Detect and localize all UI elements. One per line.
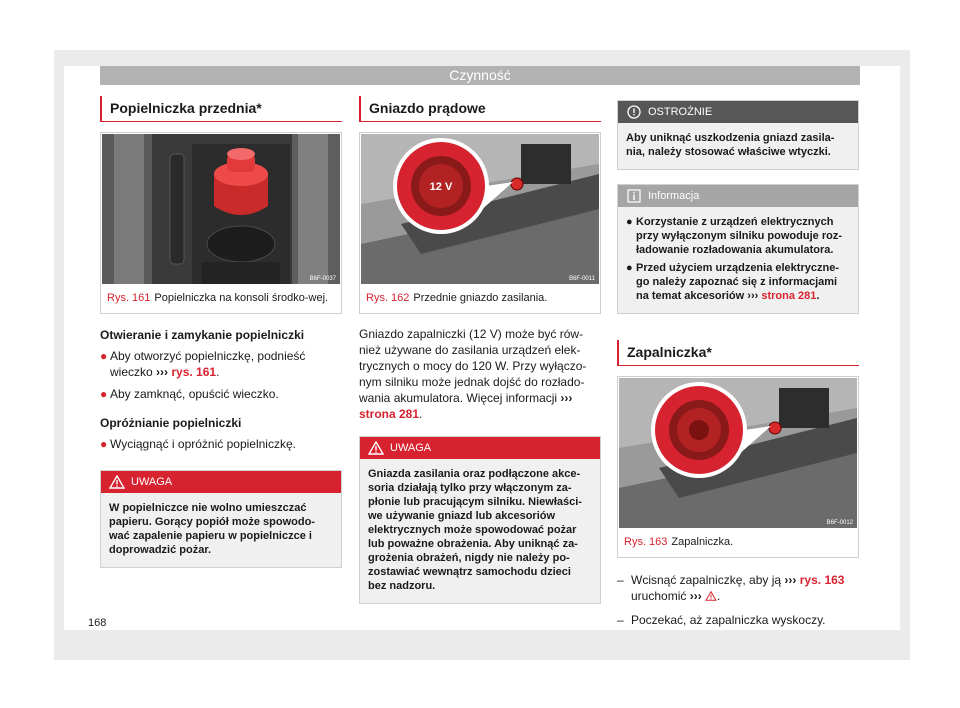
figure-161 — [100, 132, 342, 314]
figure-code: B6F-0011 — [569, 276, 595, 282]
list-item — [626, 215, 850, 257]
bullet-icon: ● — [626, 262, 633, 274]
subheading-emptying: Opróżnianie popielniczki — [100, 416, 242, 430]
dash-marker: – — [617, 613, 624, 627]
bullet-icon: ● — [100, 349, 108, 363]
list-item — [617, 572, 859, 604]
bullet-icon: ● — [100, 437, 108, 451]
warning-text: W popielniczce nie wolno umieszczać papieru. Gorący popiół może spowodo-wać zapalenie papieru w popielniczce i doprowadzić pożar. — [101, 493, 341, 567]
dash-marker: – — [617, 573, 624, 587]
arrow-icon: ››› — [689, 589, 702, 603]
step-text: Poczekać, aż zapalniczka wyskoczy. — [631, 613, 826, 627]
punctuation: . — [816, 290, 820, 302]
column-power-socket — [359, 96, 601, 604]
section-title-ashtray: Popielniczka przednia* — [100, 96, 342, 122]
list-item — [617, 612, 859, 628]
chapter-header: Czynność — [100, 66, 860, 85]
subheading-open-close: Otwieranie i zamykanie popielniczki — [100, 328, 305, 342]
figure-caption — [360, 285, 600, 313]
column-ashtray — [100, 96, 342, 568]
punctuation: . — [717, 589, 721, 603]
info-text: Przed użyciem urządzenia elektryczne-go należy zapoznać się z informacjami na temat akcesoriów — [636, 262, 839, 302]
figure-caption-text: Przednie gniazdo zasilania. — [413, 292, 548, 304]
info-body — [618, 207, 858, 313]
caution-title: OSTROŻNIE — [648, 106, 713, 118]
warning-text: Gniazda zasilania oraz podłączone akce-soria działają tylko przy włączonym za-płonie lub pracującym silniku. Niewłaści-we używanie gniazd lub akcesoriów elektrycznych może spowodować pożar lub poważne obrażenia. Aby uniknąć za-grożenia obrażeń, nigdy nie należy po-zostawiać wewnątrz samochodu dzieci bez nadzoru. — [360, 459, 600, 603]
figure-label: Rys. 163 — [624, 536, 668, 548]
info-box — [617, 184, 859, 314]
info-text: Korzystanie z urządzeń elektrycznych przy wyłączonym silniku powoduje roz-ładowanie rozładowania akumulatora. — [636, 216, 842, 256]
info-header — [618, 185, 858, 207]
section-title-lighter: Zapalniczka* — [617, 340, 859, 366]
list-item — [100, 386, 342, 402]
exclamation-circle-icon — [626, 105, 642, 119]
bullet-text: Wyciągnąć i opróżnić popielniczkę. — [110, 437, 296, 451]
page-number: 168 — [88, 617, 107, 629]
arrow-icon: ››› — [784, 573, 797, 587]
figure-link[interactable]: rys. 163 — [799, 573, 845, 587]
list-item — [626, 261, 850, 303]
bullet-text: Aby zamknąć, opuścić wieczko. — [110, 387, 279, 401]
socket-label: 12 V — [429, 181, 453, 193]
figure-link[interactable]: rys. 161 — [171, 365, 217, 379]
figure-code: B6F-0012 — [826, 520, 853, 526]
warning-title: UWAGA — [390, 442, 432, 454]
figure-caption — [618, 529, 858, 557]
section-title-socket: Gniazdo prądowe — [359, 96, 601, 122]
bullet-icon: ● — [100, 387, 108, 401]
punctuation: . — [419, 407, 423, 421]
figure-caption-text: Zapalniczka. — [671, 536, 734, 548]
info-title: Informacja — [648, 190, 700, 202]
warning-header — [101, 471, 341, 493]
warning-triangle-icon — [368, 441, 384, 455]
figure-label: Rys. 162 — [366, 292, 410, 304]
paragraph — [359, 326, 601, 422]
bullet-icon: ● — [626, 216, 633, 228]
page-link[interactable]: strona 281 — [761, 290, 817, 302]
punctuation: . — [216, 365, 220, 379]
arrow-icon: ››› — [747, 290, 759, 302]
warning-box — [100, 470, 342, 568]
figure-label: Rys. 161 — [107, 292, 151, 304]
warning-triangle-icon[interactable] — [705, 591, 717, 601]
list-item — [100, 436, 342, 452]
step-text: Wcisnąć zapalniczkę, aby ją — [631, 573, 782, 587]
bullet-text: Aby otworzyć popielniczkę, podnieść wieczko — [110, 349, 306, 379]
warning-title: UWAGA — [131, 476, 173, 488]
info-icon — [626, 189, 642, 203]
list-item — [100, 348, 342, 380]
warning-triangle-icon — [109, 475, 125, 489]
arrow-icon: ››› — [560, 391, 573, 405]
page-link[interactable]: strona 281 — [359, 407, 420, 421]
caution-box — [617, 100, 859, 170]
figure-caption-text: Popielniczka na konsoli środko-wej. — [154, 292, 329, 304]
caution-header — [618, 101, 858, 123]
step-text: uruchomić — [631, 589, 687, 603]
figure-caption — [101, 285, 341, 313]
socket-photo — [361, 134, 599, 284]
caution-text: Aby uniknąć uszkodzenia gniazd zasila-nia, należy stosować właściwe wtyczki. — [618, 123, 858, 169]
warning-box — [359, 436, 601, 604]
ashtray-photo — [102, 134, 340, 284]
column-lighter — [617, 100, 859, 628]
lighter-photo — [619, 378, 857, 528]
warning-header — [360, 437, 600, 459]
figure-163 — [617, 376, 859, 558]
figure-code: B6F-0037 — [309, 276, 336, 282]
paragraph-text: Gniazdo zapalniczki (12 V) może być rów-nież używane do zasilania urządzeń elek-trycznych o mocy do 120 W. Przy wyłączo-nym silniku może jednak dojść do rozłado-wania akumulatora. Więcej informacji — [359, 327, 587, 405]
figure-162 — [359, 132, 601, 314]
arrow-icon: ››› — [156, 365, 169, 379]
